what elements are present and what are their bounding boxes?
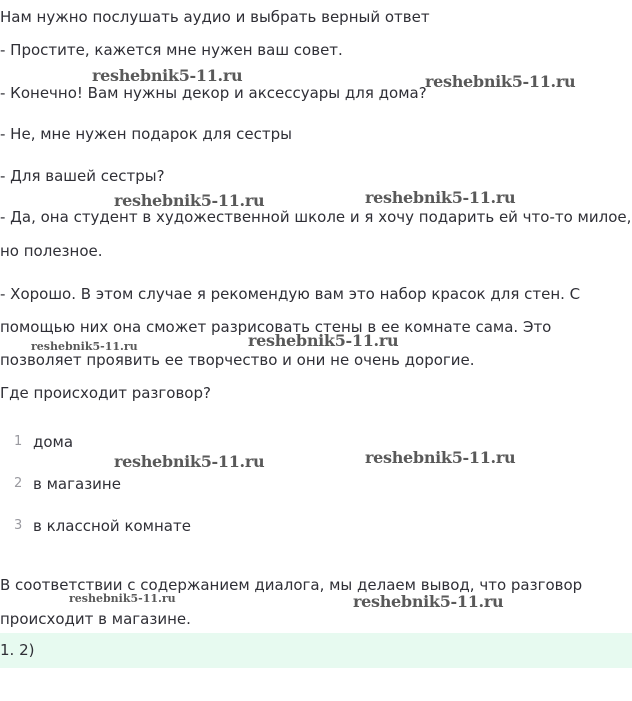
- option-number: 2: [14, 476, 23, 491]
- dialogue-line: - Конечно! Вам нужны декор и аксессуары для дома?: [0, 84, 427, 102]
- option-label: в классной комнате: [33, 517, 191, 535]
- dialogue-line: но полезное.: [0, 242, 103, 260]
- dialogue-line: позволяет проявить ее творчество и они не очень дорогие.: [0, 351, 475, 369]
- watermark: reshebnik5-11.ru: [69, 592, 176, 605]
- dialogue-line: - Простите, кажется мне нужен ваш совет.: [0, 41, 343, 59]
- conclusion-line: В соответствии с содержанием диалога, мы делаем вывод, что разговор: [0, 576, 583, 594]
- answer-bar: [0, 633, 632, 668]
- watermark: reshebnik5-11.ru: [92, 66, 243, 85]
- instruction-text: Нам нужно послушать аудио и выбрать верный ответ: [0, 8, 430, 26]
- option-number: 3: [14, 518, 23, 533]
- watermark: reshebnik5-11.ru: [353, 592, 504, 611]
- dialogue-line: - Хорошо. В этом случае я рекомендую вам это набор красок для стен. С: [0, 285, 581, 303]
- option-label: дома: [33, 433, 74, 451]
- watermark: reshebnik5-11.ru: [425, 72, 576, 91]
- question-text: Где происходит разговор?: [0, 384, 211, 402]
- watermark: reshebnik5-11.ru: [114, 452, 265, 471]
- dialogue-line: помощью них она сможет разрисовать стены в ее комнате сама. Это: [0, 318, 552, 336]
- dialogue-line: - Не, мне нужен подарок для сестры: [0, 125, 292, 143]
- option-number: 1: [14, 434, 23, 449]
- option-label: в магазине: [33, 475, 121, 493]
- watermark: reshebnik5-11.ru: [248, 331, 399, 350]
- watermark: reshebnik5-11.ru: [365, 448, 516, 467]
- dialogue-line: - Да, она студент в художественной школе и я хочу подарить ей что-то милое,: [0, 208, 632, 226]
- watermark: reshebnik5-11.ru: [31, 340, 138, 353]
- watermark: reshebnik5-11.ru: [114, 191, 265, 210]
- conclusion-line: происходит в магазине.: [0, 610, 191, 628]
- dialogue-line: - Для вашей сестры?: [0, 167, 165, 185]
- watermark: reshebnik5-11.ru: [365, 188, 516, 207]
- answer-text: 1. 2): [0, 641, 35, 659]
